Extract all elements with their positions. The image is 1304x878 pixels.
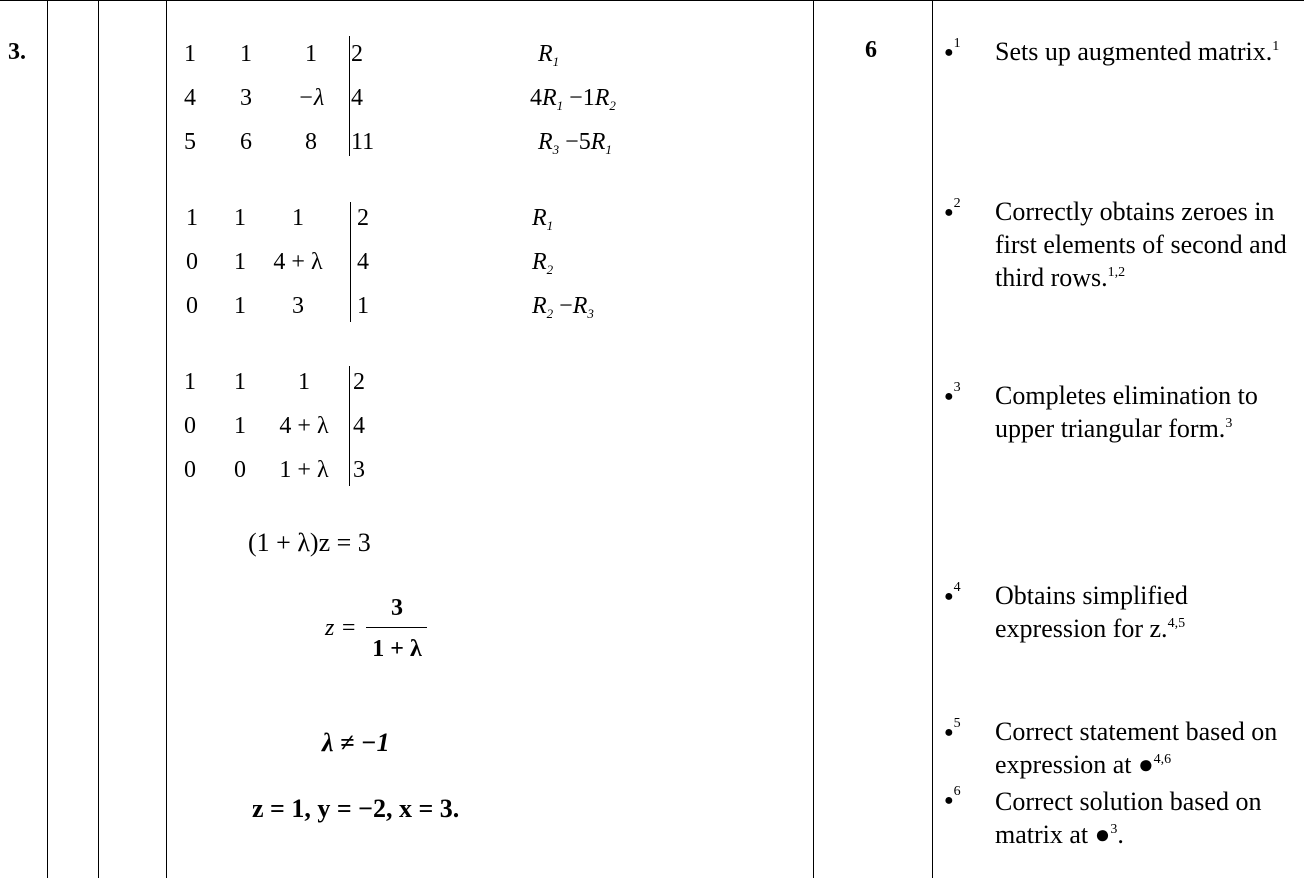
matrix-cell: 4 + λ [273, 249, 323, 275]
table-top-border [0, 0, 1304, 1]
equation-1: (1 + λ)z = 3 [248, 528, 371, 557]
matrix-cell: 1 [184, 369, 196, 395]
matrix-cell: 1 [298, 369, 310, 395]
bullet-icon: ●$^5$ [944, 716, 961, 741]
z-numerator: 3 [391, 595, 403, 621]
solution: z = 1, y = −2, x = 3. [252, 794, 460, 823]
matrix-cell: 4 [351, 85, 363, 111]
matrix-cell: 1 [234, 413, 246, 439]
matrix-cell: 0 [184, 413, 196, 439]
matrix-cell: 1 [234, 293, 246, 319]
matrix-cell: 1 [234, 205, 246, 231]
column-divider-4 [813, 0, 814, 878]
column-divider-5 [932, 0, 933, 878]
matrix-cell: 1 [184, 41, 196, 67]
question-number: 3. [8, 39, 26, 65]
row-operation: $R_1$ [538, 41, 560, 69]
marks-value: 6 [865, 37, 877, 63]
matrix-cell: 1 [234, 249, 246, 275]
criterion-text: Completes elimination to upper triangular form.$^3$ [995, 381, 1258, 443]
matrix-cell: 5 [184, 129, 196, 155]
matrix-cell: 1 [240, 41, 252, 67]
matrix-cell: 2 [351, 41, 363, 67]
augment-bar [350, 202, 351, 322]
matrix-cell: 1 [357, 293, 369, 319]
augment-bar [349, 366, 350, 486]
bullet-icon: ●$^4$ [944, 580, 961, 605]
row-operation: $R_2 -R_3$ [532, 293, 594, 321]
matrix-cell: 1 [292, 205, 304, 231]
matrix-cell: 3 [240, 85, 252, 111]
z-label: z = [325, 615, 357, 641]
matrix-cell: 4 [353, 413, 365, 439]
matrix-cell: −λ [297, 85, 325, 111]
row-operation: $4R_1 -1R_2$ [530, 85, 616, 113]
bullet-icon: ●$^1$ [944, 36, 961, 61]
matrix-cell: 1 [305, 41, 317, 67]
column-divider-2 [98, 0, 99, 878]
criterion-text: Correct solution based on matrix at ●$^3$. [995, 787, 1262, 849]
z-denominator: 1 + λ [372, 636, 422, 662]
matrix-cell: 3 [353, 457, 365, 483]
matrix-cell: 0 [186, 249, 198, 275]
column-divider-3 [166, 0, 167, 878]
bullet-icon: ●$^3$ [944, 380, 961, 405]
matrix-cell: 2 [353, 369, 365, 395]
column-divider-1 [47, 0, 48, 878]
augment-bar [349, 36, 350, 156]
criterion-text: Correct statement based on expression at ●$^{4,6}$ [995, 717, 1278, 779]
criterion-text: Sets up augmented matrix.$^1$ [995, 37, 1280, 66]
matrix-cell: 0 [184, 457, 196, 483]
row-operation: $R_2$ [532, 249, 554, 277]
fraction-bar [366, 627, 427, 628]
row-operation: $R_1$ [532, 205, 554, 233]
criterion-text: Obtains simplified expression for z.$^{4,5}$ [995, 581, 1188, 643]
bullet-icon: ●$^2$ [944, 196, 961, 221]
criterion-text: Correctly obtains zeroes in first elements of second and third rows.$^{1,2}$ [995, 197, 1287, 292]
condition: λ ≠ −1 [322, 728, 390, 757]
matrix-cell: 3 [292, 293, 304, 319]
matrix-cell: 1 + λ [279, 457, 329, 483]
matrix-cell: 1 [234, 369, 246, 395]
bullet-icon: ●$^6$ [944, 784, 961, 809]
matrix-cell: 11 [351, 129, 375, 155]
matrix-cell: 4 [184, 85, 196, 111]
matrix-cell: 8 [305, 129, 317, 155]
matrix-cell: 1 [186, 205, 198, 231]
row-operation: $R_3 -5R_1$ [538, 129, 612, 157]
matrix-cell: 4 + λ [279, 413, 329, 439]
matrix-cell: 2 [357, 205, 369, 231]
matrix-cell: 6 [240, 129, 252, 155]
matrix-cell: 0 [234, 457, 246, 483]
matrix-cell: 0 [186, 293, 198, 319]
matrix-cell: 4 [357, 249, 369, 275]
